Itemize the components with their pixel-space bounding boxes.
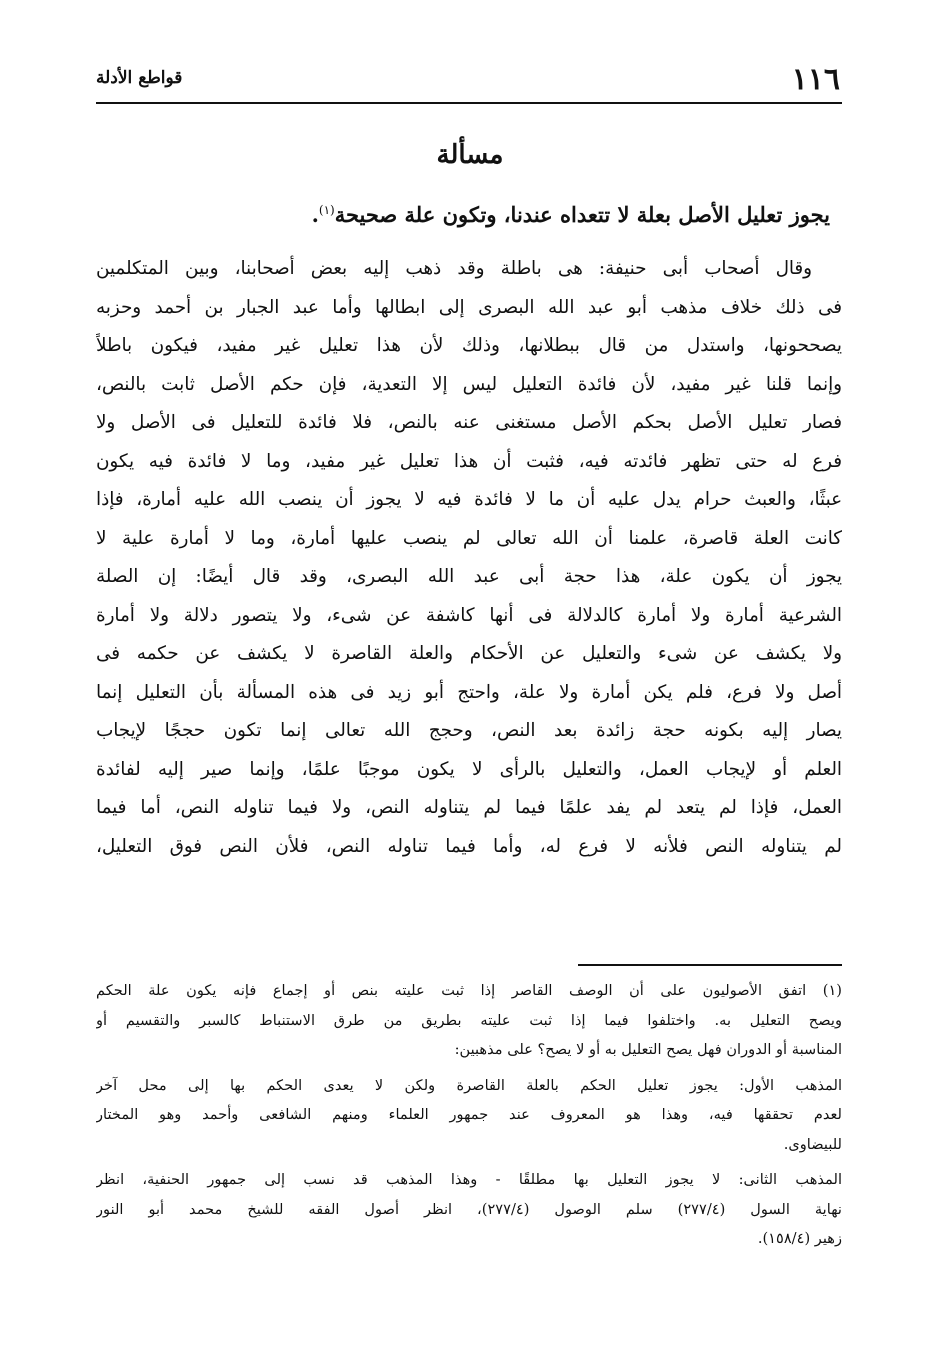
body-line: عبثًا، والعبث حرام يدل عليه أن ما لا فائدة فيه لا يجوز أن ينصب الله عليه أمارة، فإذا [96, 489, 842, 510]
footnote-line: للبيضاوى. [783, 1135, 842, 1153]
body-line: كانت العلة قاصرة، علمنا أن الله تعالى لم ينصب عليها أمارة، وما لا أمارة علية لا [96, 527, 842, 549]
footnote-line: (١) اتفق الأصوليون على أن الوصف القاصر إذا ثبت عليته بنص أو إجماع فإنه يكون علة الحكم [96, 982, 842, 999]
footnote-marker: (١) [318, 203, 335, 217]
section-title: مسألة [436, 140, 504, 170]
body-text [96, 250, 842, 866]
body-line: وقال أصحاب أبى حنيفة: هى باطلة وقد ذهب إليه بعض أصحابنا، وبين المتكلمين [96, 258, 812, 279]
body-line: يجوز أن يكون علة، هذا حجة أبى عبد الله البصرى، وقد قال أيضًا: إن الصلة [96, 566, 842, 587]
footnote-line: نهاية السول (٢٧٧/٤) سلم الوصول (٢٧٧/٤)، انظر أصول الفقه للشيخ محمد أبو النور [96, 1200, 842, 1218]
body-line: يصححونها، واستدل من قال ببطلانها، وذلك لأن هذا تعليل غير مفيد، فيكون باطلاً [96, 335, 842, 356]
running-title: قواطع الأدلة [96, 68, 183, 88]
thesis-text: يجوز تعليل الأصل بعلة لا تتعداه عندنا، وتكون علة صحيحة [334, 202, 830, 227]
footnotes [96, 976, 842, 1260]
page-number: ١١٦ [791, 62, 840, 97]
body-line: ولا يكشف عن شىء والتعليل عن الأحكام والعلة القاصرة لا يكشف عن حكمه فى [96, 643, 842, 664]
footnote-line: ويصح التعليل به. واختلفوا فيما إذا ثبت عليته بطريق من طرق الاستنباط كالسبر والتقسيم أو [96, 1011, 842, 1029]
body-line: الشرعية أمارة ولا أمارة كالدلالة فى أنها كاشفة عن شىء، ولا يتصور دلالة ولا أمارة [96, 604, 842, 626]
footnote-line: زهير (١٥٨/٤). [757, 1230, 842, 1247]
footnote-rule [578, 964, 842, 966]
footnote-block [96, 1165, 842, 1254]
footnote-line: لعدم تحققها فيه، وهذا هو المعروف عند جمهور العلماء ومنهم الشافعى وأحمد وهو المختار [96, 1106, 842, 1123]
footnote-line: المذهب الثانى: لا يجوز التعليل بها مطلقًا - وهذا المذهب قد نسب إلى جمهور الحنفية، انظر [96, 1171, 842, 1188]
body-line: فرع له حتى تظهر فائدته فيه، فثبت أن هذا تعليل غير مفيد، وما لا فائدة فيه يكون [96, 450, 842, 472]
body-line: أصل ولا فرع، فلم يكن أمارة ولا علة، واحتج أبو زيد فى هذه المسألة بأن التعليل إنما [96, 681, 842, 703]
body-line: وإنما قلنا غير مفيد، لأن فائدة التعليل ليس إلا التعدية، فإن حكم الأصل ثابت بالنص، [96, 373, 842, 395]
body-line: العمل، فإذا لم يتعد لم يفد علمًا فيما لم يتناوله النص، ولا فيما تناوله النص، أما فيما [96, 797, 842, 818]
footnote-line: المذهب الأول: يجوز تعليل الحكم بالعلة القاصرة ولكن لا يعدى الحكم بها إلى محل آخر [96, 1076, 842, 1094]
header-rule [96, 102, 842, 104]
thesis-end: . [311, 202, 319, 227]
page-header [96, 58, 840, 98]
footnote-block [96, 976, 842, 1065]
footnote-line: المناسبة أو الدوران فهل يصح التعليل به أو لا يصح؟ على مذهبين: [454, 1041, 842, 1058]
body-line: لم يتناوله النص فلأنه لا فرع له، وأما فيما تناوله النص، فلأن النص فوق التعليل، [96, 835, 842, 857]
footnote-block [96, 1071, 842, 1160]
body-line: فى ذلك خلاف مذهب أبو عبد الله البصرى إلى ابطالها وأما عبد الجبار بن أحمد وحزبه [96, 296, 842, 318]
body-line: العلم أو لإيجاب العمل، والتعليل بالرأى لا يكون موجبًا علمًا، وإنما صير إليه لفائدة [96, 758, 842, 780]
body-line: فصار تعليل الأصل بحكم الأصل مستغنى عنه بالنص، فلا فائدة للتعليل فى الأصل ولا [96, 412, 842, 433]
thesis-statement [100, 194, 830, 231]
body-line: يصار إليه بكونه حجة زائدة بعد النص، وحجج الله تعالى إنما تكون حججًا لإيجاب [96, 720, 842, 741]
